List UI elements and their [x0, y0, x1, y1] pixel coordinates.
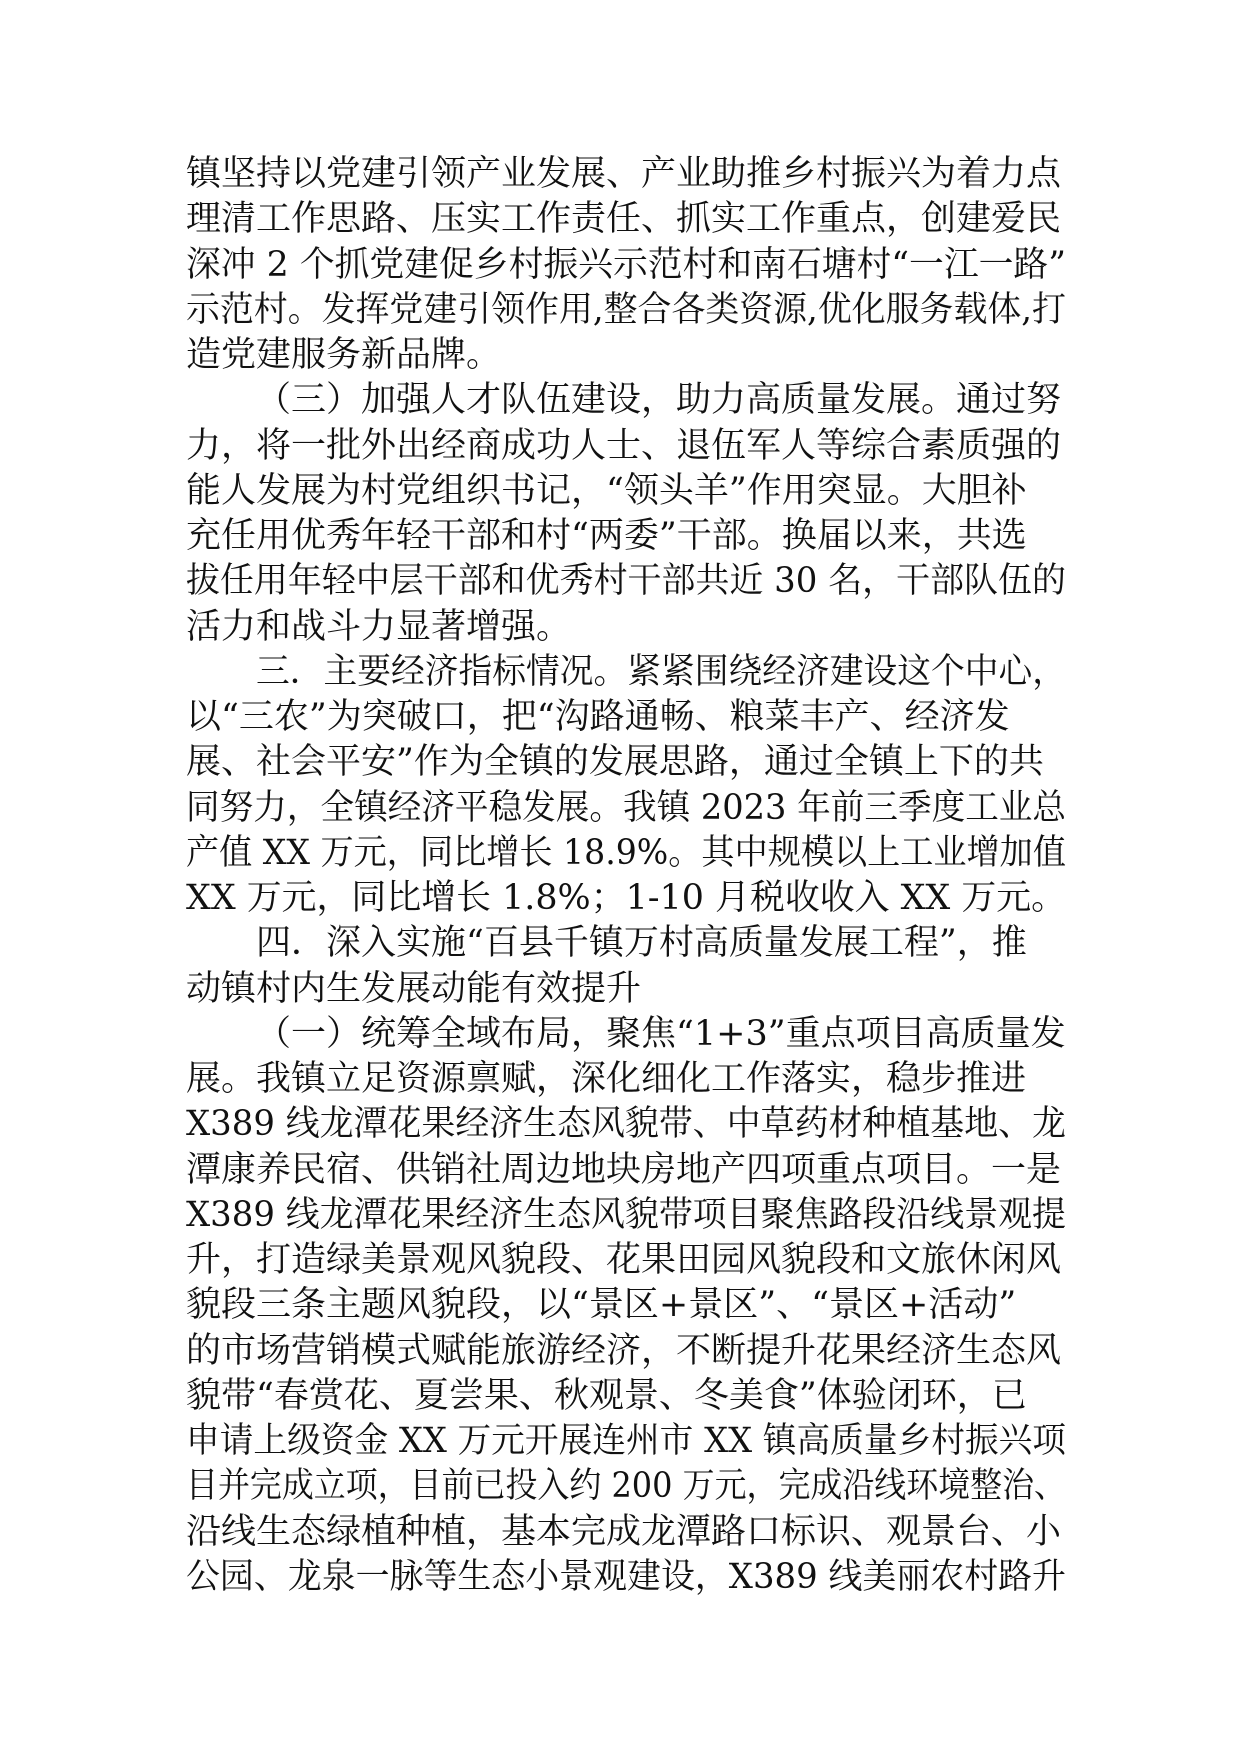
- text-line: （三）加强人才队伍建设，助力高质量发展。通过努: [256, 380, 1062, 421]
- text-line: 目并完成立项，目前已投入约 200 万元，完成沿线环境整治、: [186, 1466, 1066, 1507]
- text-line: 同努力，全镇经济平稳发展。我镇 2023 年前三季度工业总: [186, 787, 1066, 828]
- text-line: 潭康养民宿、供销社周边地块房地产四项重点项目。一是: [186, 1149, 1062, 1190]
- text-line: 以“三农”为突破口，把“沟路通畅、粮菜丰产、经济发: [186, 697, 1010, 737]
- text-line: 造党建服务新品牌。: [186, 335, 502, 375]
- text-line: 的市场营销模式赋能旅游经济，不断提升花果经济生态风: [186, 1330, 1062, 1371]
- text-line: 三．主要经济指标情况。紧紧围绕经济建设这个中心，: [256, 651, 1066, 692]
- text-line: X389 线龙潭花果经济生态风貌带项目聚焦路段沿线景观提: [186, 1194, 1066, 1235]
- body-text: [186, 152, 1066, 1600]
- text-line: XX 万元，同比增长 1.8%；1-10 月税收收入 XX 万元。: [186, 878, 1066, 918]
- text-line: 深冲 2 个抓党建促乡村振兴示范村和南石塘村“一江一路”: [186, 244, 1066, 285]
- text-line: 动镇村内生发展动能有效提升: [186, 968, 642, 1009]
- text-line: 活力和战斗力显著增强。: [186, 606, 572, 647]
- text-line: 充任用优秀年轻干部和村“两委”干部。换届以来，共选: [186, 516, 1027, 556]
- text-line: 展、社会平安”作为全镇的发展思路，通过全镇上下的共: [186, 742, 1044, 783]
- text-line: 展。我镇立足资源禀赋，深化细化工作落实，稳步推进: [186, 1059, 1027, 1099]
- text-line: 沿线生态绿植种植，基本完成龙潭路口标识、观景台、小: [186, 1511, 1062, 1552]
- text-line: 拔任用年轻中层干部和优秀村干部共近 30 名，干部队伍的: [186, 561, 1066, 602]
- text-line: 产值 XX 万元，同比增长 18.9%。其中规模以上工业增加值: [186, 832, 1066, 873]
- text-line: 四．深入实施“百县千镇万村高质量发展工程”，推: [256, 923, 1027, 964]
- text-line: 示范村。发挥党建引领作用,整合各类资源,优化服务载体,打: [186, 289, 1066, 330]
- text-line: 公园、龙泉一脉等生态小景观建设，X389 线美丽农村路升: [186, 1556, 1066, 1597]
- text-line: （一）统筹全域布局，聚焦“1+3”重点项目高质量发: [256, 1013, 1066, 1054]
- text-line: 升，打造绿美景观风貌段、花果田园风貌段和文旅休闲风: [186, 1240, 1062, 1280]
- text-line: 理清工作思路、压实工作责任、抓实工作重点，创建爱民: [186, 199, 1062, 240]
- text-line: 貌段三条主题风貌段，以“景区+景区”、“景区+活动”: [186, 1285, 1017, 1326]
- text-line: 镇坚持以党建引领产业发展、产业助推乡村振兴为着力点: [186, 154, 1062, 194]
- text-line: 申请上级资金 XX 万元开展连州市 XX 镇高质量乡村振兴项: [186, 1421, 1066, 1461]
- text-line: 貌带“春赏花、夏尝果、秋观景、冬美食”体验闭环，已: [186, 1375, 1027, 1416]
- text-line: 能人发展为村党组织书记，“领头羊”作用突显。大胆补: [186, 470, 1027, 511]
- text-line: X389 线龙潭花果经济生态风貌带、中草药材种植基地、龙: [186, 1104, 1066, 1145]
- text-line: 力，将一批外出经商成功人士、退伍军人等综合素质强的: [186, 425, 1062, 466]
